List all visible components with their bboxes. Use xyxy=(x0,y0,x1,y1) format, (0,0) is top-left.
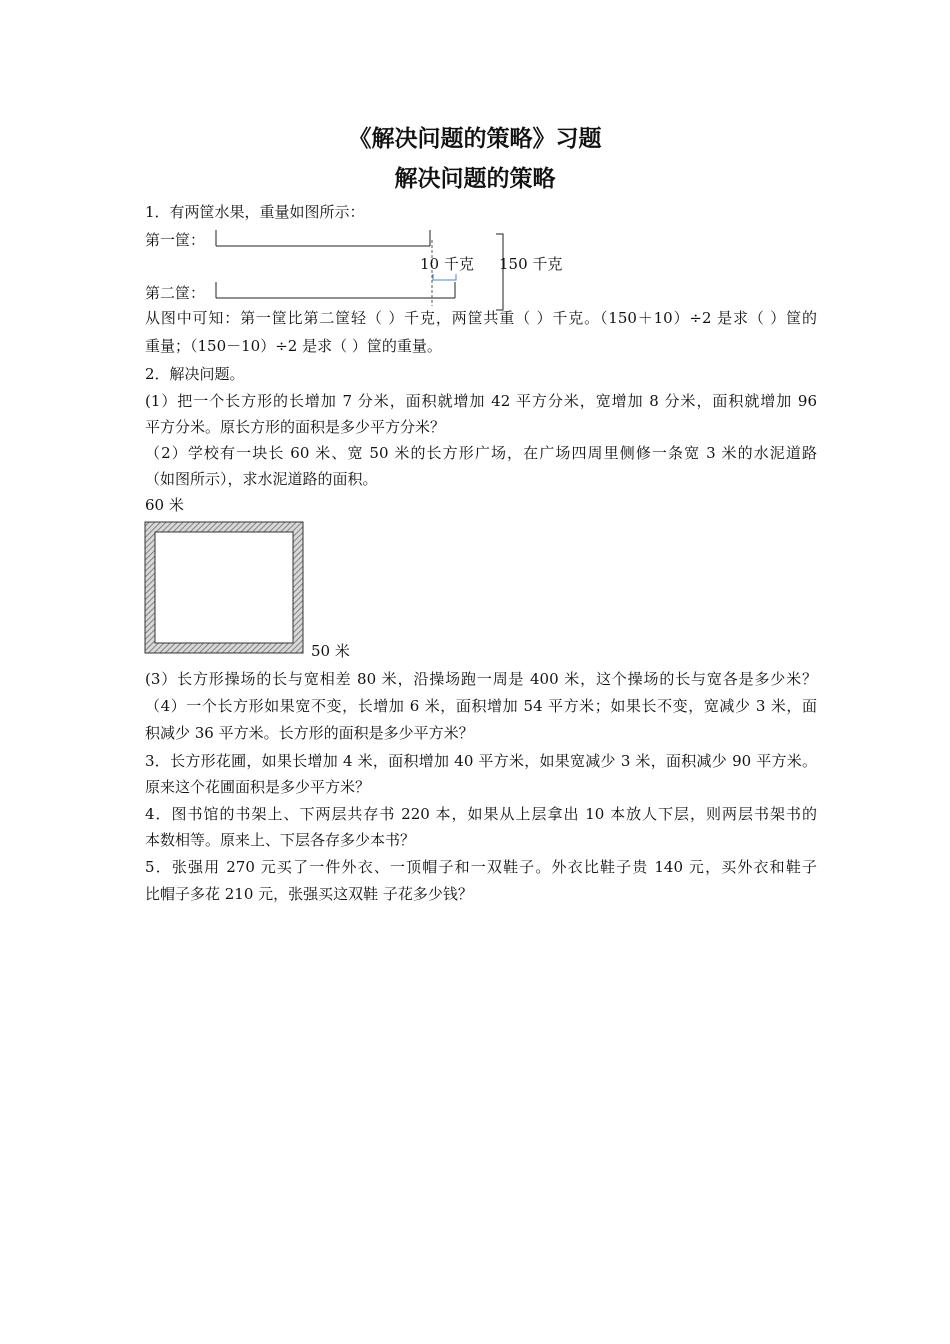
q3-line1: 3．长方形花圃，如果长增加 4 米，面积增加 40 平方米，如果宽减少 3 米，面积减少 90 平方米。 xyxy=(145,752,817,770)
diff-label: 10 千克 xyxy=(420,255,474,273)
q1-stem: 1．有两筐水果，重量如图所示： xyxy=(145,203,365,221)
q2-p1-line2: 平方分米。原长方形的面积是多少平方分米？ xyxy=(145,418,446,436)
q1-basket1-label: 第一筐： xyxy=(145,231,206,249)
q1-segment-diagram xyxy=(0,0,950,330)
q2-p1-line1: (1）把一个长方形的长增加 7 分米，面积就增加 42 平方分米，宽增加 8 分米，面积就增加 96 xyxy=(145,392,817,410)
q2-fig-width-label: 50 米 xyxy=(311,642,350,660)
q4-line1: 4．图书馆的书架上、下两层共存书 220 本，如果从上层拿出 10 本放人下层，则两层书架书的 xyxy=(145,805,817,823)
q2-stem: 2．解决问题。 xyxy=(145,365,245,383)
q4-line2: 本数相等。原来上、下层各存多少本书？ xyxy=(145,831,416,849)
q1-basket2-label: 第二筐： xyxy=(145,284,206,302)
q2-p3: (3）长方形操场的长与宽相差 80 米，沿操场跑一周是 400 米，这个操场的长与宽各是多少米？ xyxy=(145,670,817,688)
q2-p2-line1: （2）学校有一块长 60 米、宽 50 米的长方形广场，在广场四周里侧修一条宽 3 米的水泥道路 xyxy=(145,444,817,462)
q5-line2: 比帽子多花 210 元，张强买这双鞋 子花多少钱？ xyxy=(145,885,473,903)
q2-p4-line1: （4）一个长方形如果宽不变，长增加 6 米，面积增加 54 平方米；如果长不变，宽减少 3 米，面 xyxy=(145,697,817,715)
page-title: 《解决问题的策略》习题 xyxy=(348,125,602,152)
diff-brace xyxy=(433,274,456,280)
page-subtitle: 解决问题的策略 xyxy=(394,165,556,192)
q1-text-line1: 从图中可知：第一筐比第二筐轻（ ）千克，两筐共重（ ）千克。（150＋10）÷2 是求（ ）筐的 xyxy=(145,309,817,327)
plaza-road-diagram xyxy=(144,521,306,655)
q5-line1: 5．张强用 270 元买了一件外衣、一顶帽子和一双鞋子。外衣比鞋子贵 140 元，买外衣和鞋子 xyxy=(145,858,817,876)
q2-p4-line2: 积减少 36 平方米。长方形的面积是多少平方米？ xyxy=(145,724,474,742)
plaza-inner xyxy=(155,532,293,643)
q2-p2-line2: （如图所示），求水泥道路的面积。 xyxy=(145,470,378,488)
q1-text-line2: 重量；（150－10）÷2 是求（ ）筐的重量。 xyxy=(145,337,442,355)
q3-line2: 原来这个花圃面积是多少平方米？ xyxy=(145,778,371,796)
total-label: 150 千克 xyxy=(499,255,563,273)
q2-fig-length-label: 60 米 xyxy=(145,496,184,514)
